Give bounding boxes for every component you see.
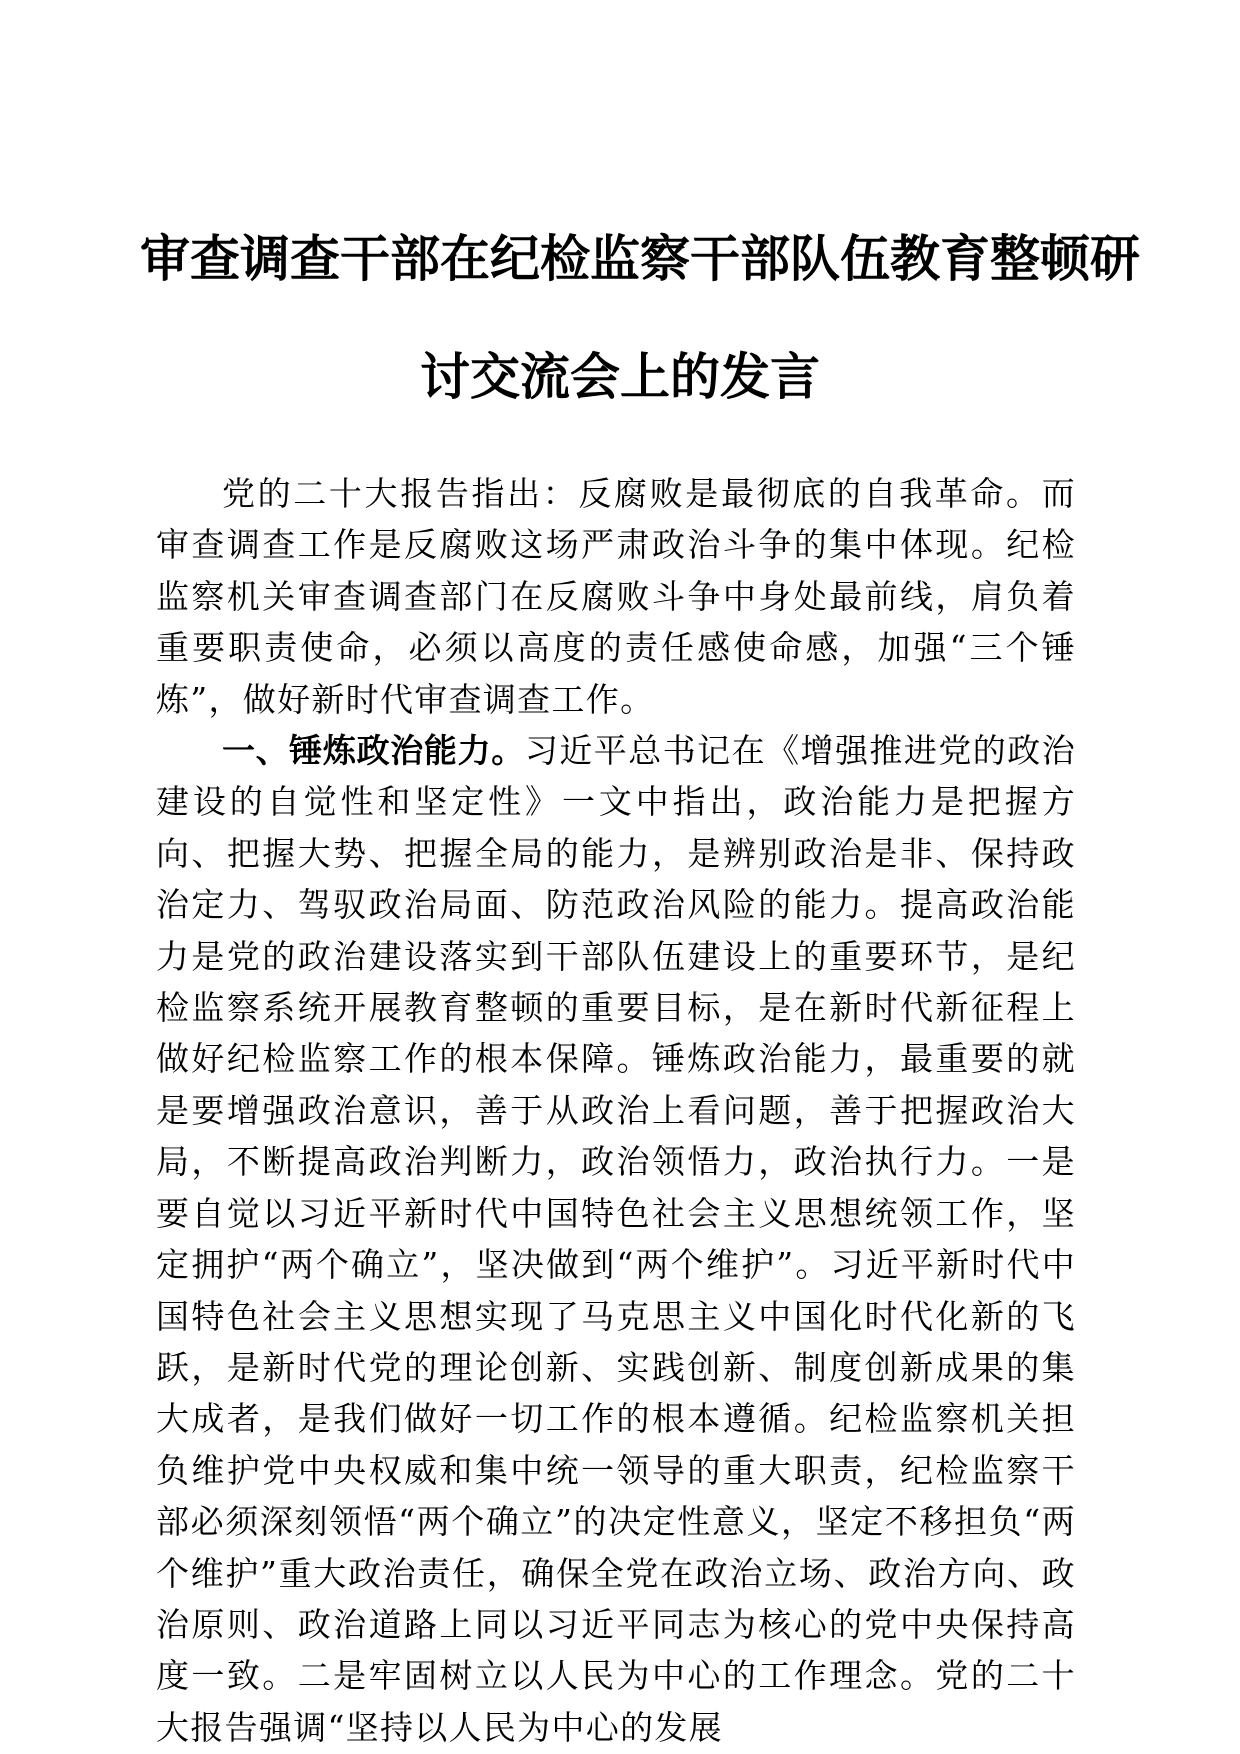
section-1-text: 习近平总书记在《增强推进党的政治建设的自觉性和坚定性》一文中指出，政治能力是把握方向、把握大势、把握全局的能力，是辨别政治是非、保持政治定力、驾驭政治局面、防范政治风险的能力。提高政治能力是党的政治建设落实到干部队伍建设上的重要环节，是纪检监察系统开展教育整顿的重要目标，是在新时代新征程上做好纪检监察工作的根本保障。锤炼政治能力，最重要的就是要增强政治意识，善于从政治上看问题，善于把握政治大局，不断提高政治判断力，政治领悟力，政治执行力。一是要自觉以习近平新时代中国特色社会主义思想统领工作，坚定拥护“两个确立”，坚决做到“两个维护”。习近平新时代中国特色社会主义思想实现了马克思主义中国化时代化新的飞跃，是新时代党的理论创新、实践创新、制度创新成果的集大成者，是我们做好一切工作的根本遵循。纪检监察机关担负维护党中央权威和集中统一领导的重大职责，纪检监察干部必须深刻领悟“两个确立”的决定性意义，坚定不移担负“两个维护”重大政治责任，确保全党在政治立场、政治方向、政治原则、政治道路上同以习近平同志为核心的党中央保持高度一致。二是牢固树立以人民为中心的工作理念。党的二十大报告强调“坚持以人民为中心的发展	[156, 731, 1076, 1747]
document-body	[156, 468, 1076, 1753]
document-title-line-2: 讨交流会上的发言	[420, 347, 820, 406]
document-title-line-1: 审查调查干部在纪检监察干部队伍教育整顿研	[140, 229, 1140, 288]
intro-paragraph: 党的二十大报告指出：反腐败是最彻底的自我革命。而审查调查工作是反腐败这场严肃政治斗争的集中体现。纪检监察机关审查调查部门在反腐败斗争中身处最前线，肩负着重要职责使命，必须以高度的责任感使命感，加强“三个锤炼”，做好新时代审查调查工作。	[156, 474, 1076, 719]
section-1-heading: 一、锤炼政治能力。	[222, 731, 525, 771]
section-1-paragraph	[156, 725, 1076, 1753]
